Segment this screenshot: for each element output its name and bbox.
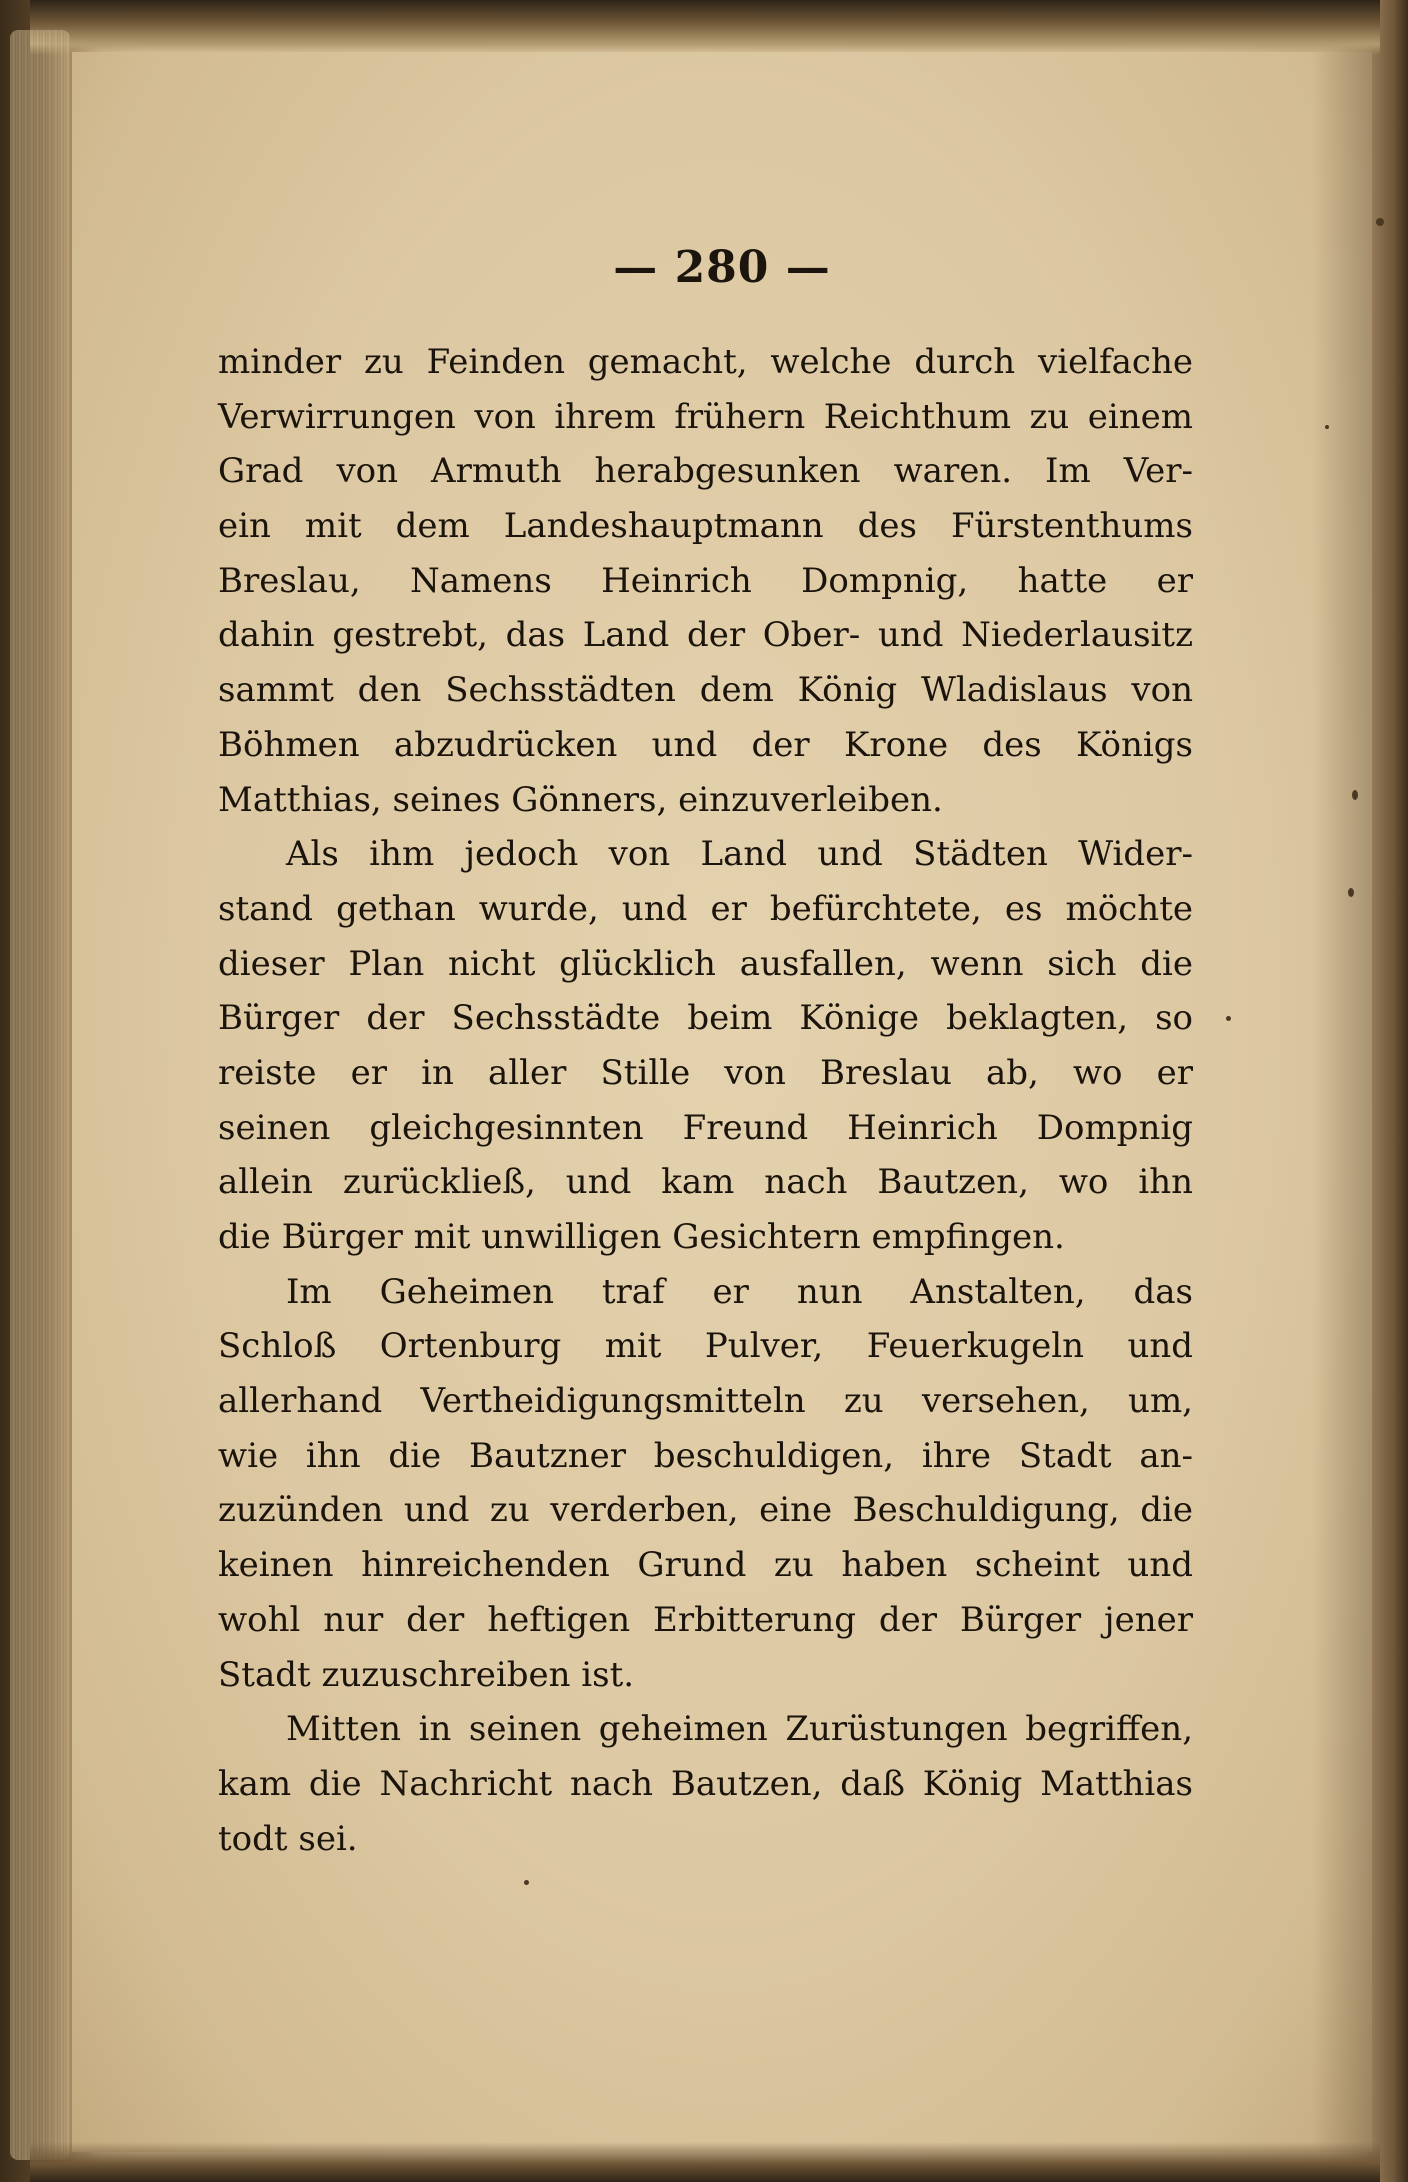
text-line: wohl nur der heftigen Erbitterung der Bürger jener — [218, 1599, 1193, 1640]
text-line: allerhand Vertheidigungsmitteln zu versehen, um, — [218, 1381, 1193, 1422]
text-line: Breslau, Namens Heinrich Dompnig, hatte er — [218, 560, 1193, 601]
page-text — [218, 335, 1193, 1866]
text-line: Im Geheimen traf er nun Anstalten, das — [286, 1271, 1193, 1312]
page-edges — [10, 30, 70, 2160]
book-top-edge — [30, 0, 1380, 55]
text-line: Schloß Ortenburg mit Pulver, Feuerkugeln und — [218, 1326, 1193, 1367]
text-line: minder zu Feinden gemacht, welche durch vielfache — [218, 342, 1193, 382]
text-line: sammt den Sechsstädten dem König Wladislaus von — [218, 670, 1193, 711]
text-line: wie ihn die Bautzner beschuldigen, ihre Stadt an- — [218, 1435, 1193, 1476]
paragraph — [218, 335, 1193, 827]
text-line: zuzünden und zu verderben, eine Beschuldigung, die — [218, 1490, 1193, 1531]
text-line: Grad von Armuth herabgesunken waren. Im Ver- — [218, 451, 1193, 492]
text-line: Verwirrungen von ihrem frühern Reichthum zu einem — [218, 396, 1193, 437]
text-line: allein zurückließ, und kam nach Bautzen, wo ihn — [218, 1162, 1193, 1203]
text-line: dahin gestrebt, das Land der Ober- und Niederlausitz — [218, 615, 1193, 656]
text-line: kam die Nachricht nach Bautzen, daß König Matthias — [218, 1763, 1193, 1804]
text-line: keinen hinreichenden Grund zu haben scheint und — [218, 1545, 1193, 1586]
paragraph — [218, 1265, 1193, 1703]
book-bottom-edge — [30, 2142, 1380, 2182]
text-line: Matthias, seines Gönners, einzuverleiben. — [218, 779, 943, 820]
paragraph — [218, 827, 1193, 1265]
page-number: — 280 — — [613, 242, 831, 293]
text-line: seinen gleichgesinnten Freund Heinrich Dompnig — [218, 1107, 1193, 1148]
text-line: Als ihm jedoch von Land und Städten Wider- — [286, 834, 1193, 875]
text-line: ein mit dem Landeshauptmann des Fürstenthums — [218, 506, 1193, 547]
text-line: Stadt zuzuschreiben ist. — [218, 1654, 635, 1695]
text-line: Böhmen abzudrücken und der Krone des Königs — [218, 724, 1193, 765]
text-line: reiste er in aller Stille von Breslau ab, wo er — [218, 1052, 1193, 1093]
text-line: todt sei. — [218, 1818, 358, 1859]
text-line: stand gethan wurde, und er befürchtete, es möchte — [218, 888, 1193, 929]
text-line: Mitten in seinen geheimen Zurüstungen begriffen, — [286, 1709, 1193, 1750]
paragraph — [218, 1702, 1193, 1866]
spine-shadow — [1312, 52, 1372, 2152]
text-line: die Bürger mit unwilligen Gesichtern empfingen. — [218, 1217, 1065, 1257]
text-line: Bürger der Sechsstädte beim Könige beklagten, so — [218, 998, 1193, 1039]
text-line: dieser Plan nicht glücklich ausfallen, wenn sich die — [218, 943, 1193, 984]
